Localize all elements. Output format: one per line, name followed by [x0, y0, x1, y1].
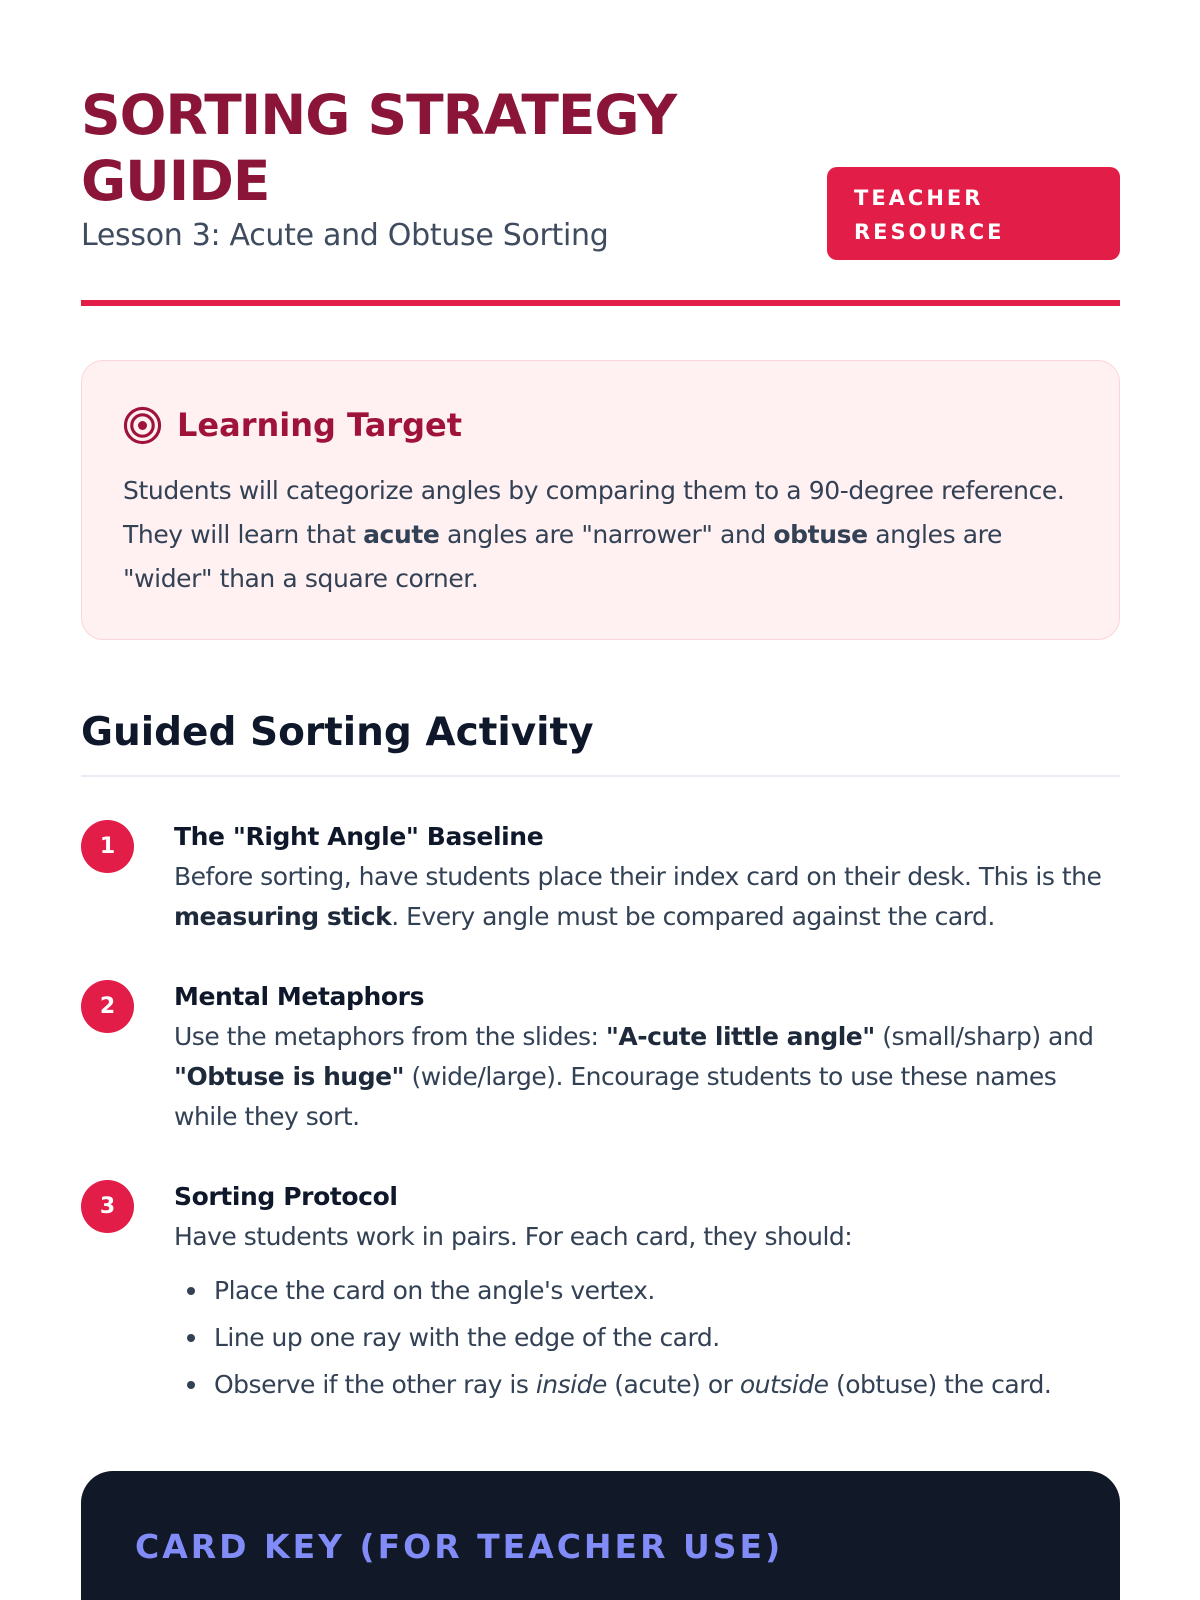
- list-item-part: (acute) or: [606, 1370, 740, 1399]
- list-item: Line up one ray with the edge of the card.: [174, 1314, 1120, 1361]
- learning-target-header: [123, 405, 462, 445]
- page-title: SORTING STRATEGY GUIDE: [81, 83, 677, 213]
- step-text-bold: "Obtuse is huge": [174, 1062, 405, 1091]
- learning-target-text: [123, 469, 1083, 601]
- target-icon: [123, 406, 162, 445]
- teacher-resource-badge: TEACHER RESOURCE: [827, 167, 1120, 260]
- step-text-part: (small/sharp) and: [874, 1022, 1094, 1051]
- step-title: The "Right Angle" Baseline: [174, 822, 544, 851]
- learning-target-title: Learning Target: [177, 406, 463, 444]
- step-number-badge: 1: [81, 820, 134, 873]
- step-text-bold: "A-cute little angle": [605, 1022, 875, 1051]
- lesson-subtitle: Lesson 3: Acute and Obtuse Sorting: [81, 218, 609, 253]
- step-body: [174, 817, 1120, 937]
- step-text: Have students work in pairs. For each card, they should:: [174, 1222, 853, 1251]
- step-text-part: . Every angle must be compared against the card.: [391, 902, 995, 931]
- obtuse-term: obtuse: [773, 520, 868, 549]
- learning-target-text-part: angles are "narrower" and: [439, 520, 774, 549]
- step-text: [174, 857, 1120, 937]
- list-item: [174, 1361, 1120, 1408]
- inside-term: inside: [535, 1370, 607, 1399]
- step-number-badge: 3: [81, 1180, 134, 1233]
- card-key-title: CARD KEY (FOR TEACHER USE): [135, 1527, 784, 1566]
- acute-term: acute: [363, 520, 440, 549]
- protocol-list: [174, 1267, 1120, 1408]
- step-text-bold: measuring stick: [174, 902, 392, 931]
- header-divider: [81, 300, 1120, 306]
- learning-target-text-part: angles are "wider" than a square corner.: [123, 520, 1002, 593]
- step-text: [174, 1017, 1120, 1137]
- list-item-part: Observe if the other ray is: [214, 1370, 536, 1399]
- page: [81, 0, 1120, 1600]
- step-text-part: Before sorting, have students place their index card on their desk. This is the: [174, 862, 1102, 891]
- step-title: Mental Metaphors: [174, 982, 425, 1011]
- activity-divider: [81, 775, 1120, 777]
- step-title: Sorting Protocol: [174, 1182, 398, 1211]
- step-body: [174, 1177, 1120, 1408]
- activity-section-title: Guided Sorting Activity: [81, 710, 594, 755]
- list-item-part: (obtuse) the card.: [828, 1370, 1052, 1399]
- card-key-panel: [81, 1471, 1120, 1600]
- step-text-part: Use the metaphors from the slides:: [174, 1022, 606, 1051]
- step-number-badge: 2: [81, 980, 134, 1033]
- step-text-part: (wide/large). Encourage students to use these names while they sort.: [174, 1062, 1057, 1131]
- list-item: Place the card on the angle's vertex.: [174, 1267, 1120, 1314]
- learning-target-box: [81, 360, 1120, 640]
- step-body: [174, 977, 1120, 1137]
- learning-target-text-part: Students will categorize angles by comparing them to a 90-degree reference. They will learn that: [123, 476, 1065, 549]
- outside-term: outside: [739, 1370, 829, 1399]
